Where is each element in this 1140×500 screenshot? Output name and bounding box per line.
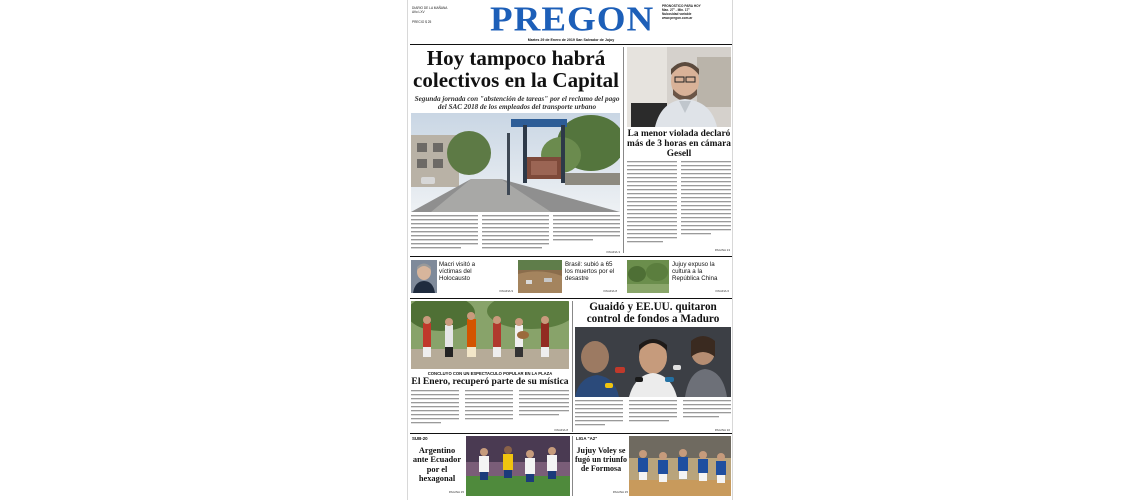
lead-body-column	[553, 214, 620, 250]
dateline: Martes 29 de Enero de 2019 San Salvador de Jujuy	[527, 38, 615, 42]
football-players-graphic	[466, 436, 570, 496]
strip-photo-macri	[411, 260, 437, 293]
newspaper-page[interactable]	[407, 0, 733, 500]
side-story-headline[interactable]: La menor violada declaró más de 3 horas en cámara Gesell	[627, 129, 731, 159]
lead-headline-line: Hoy tampoco habrá	[426, 46, 606, 70]
text-lines-graphic	[411, 214, 478, 250]
politics-headline-line: Guaidó y EE.UU. quitaron	[589, 301, 717, 313]
column-divider	[572, 301, 573, 432]
lead-body-column	[482, 214, 549, 250]
strip-photo-china	[627, 260, 669, 293]
volley-headline[interactable]: Jujuy Voley se fugó un triunfo de Formosa	[575, 446, 628, 473]
text-lines-graphic	[482, 214, 549, 250]
text-lines-graphic	[681, 160, 731, 246]
lead-headline-line: colectivos en la Capital	[413, 68, 619, 92]
right-info-line: Nubosidad variable	[662, 12, 692, 16]
politics-paging: PAGINA 10	[714, 428, 730, 432]
text-lines-graphic	[411, 389, 569, 427]
politics-body	[575, 399, 731, 427]
column-divider	[623, 47, 624, 253]
culture-headline[interactable]: El Enero, recuperó parte de su mística	[411, 376, 569, 387]
strip-title[interactable]: Jujuy expuso la cultura a la República China	[672, 261, 718, 282]
musicians-graphic	[411, 301, 569, 369]
strip-paging: PAGINA 9	[499, 289, 513, 293]
right-info-line: PRONOSTICO PARA HOY	[662, 4, 701, 8]
strip-paging: PAGINA 8	[603, 289, 617, 293]
lead-body-column	[411, 214, 478, 250]
side-body-column	[627, 160, 677, 246]
sports-tag: SUB-20	[412, 436, 428, 441]
lead-deck: Segunda jornada con "abstención de tareas" por el reclamo del pago del SAC 2018 de los empleados del transporte urbano	[414, 95, 620, 112]
section-rule	[410, 433, 732, 434]
masthead-right-info	[662, 4, 732, 20]
lead-paging: PAGINA 3	[606, 250, 620, 254]
lead-photo	[411, 113, 620, 212]
street-photo-graphic	[411, 113, 620, 212]
text-lines-graphic	[553, 214, 620, 250]
right-info-line: Max. 27° - Min. 17°	[662, 8, 690, 12]
side-story-photo	[627, 47, 731, 127]
strip-photo-brasil	[518, 260, 562, 293]
side-body-column	[681, 160, 731, 246]
strip-paging: PAGINA 6	[715, 289, 729, 293]
flood-graphic	[518, 260, 562, 293]
text-lines-graphic	[575, 399, 731, 427]
sports-headline[interactable]: Argentino ante Ecuador por el hexagonal	[412, 446, 462, 484]
newspaper-logo: PREGON	[490, 0, 655, 40]
right-info-line: www.pregon.com.ar	[662, 16, 693, 20]
section-rule	[410, 256, 732, 257]
strip-title[interactable]: Brasil: subió a 65 los muertos por el desastre	[565, 261, 615, 282]
left-info-line: PRECIO $ 25	[412, 20, 432, 24]
strip-title[interactable]: Macri visitó a víctimas del Holocausto	[439, 261, 476, 282]
left-info-line: Año LXV	[412, 10, 425, 14]
lead-headline[interactable]	[411, 47, 621, 91]
politics-headline[interactable]	[575, 301, 731, 325]
masthead-left-info	[412, 6, 472, 24]
sports-paging: PAGINA 15	[448, 490, 464, 494]
portrait-graphic	[411, 260, 437, 293]
volley-photo	[629, 436, 731, 496]
volley-paging: PAGINA 15	[612, 490, 628, 494]
text-lines-graphic	[627, 160, 677, 246]
politics-photo	[575, 327, 731, 397]
masthead-rule	[410, 44, 732, 45]
side-story-paging: PAGINA 13	[714, 248, 730, 252]
culture-body	[411, 389, 569, 427]
culture-paging: PAGINA 8	[554, 428, 568, 432]
masthead	[408, 0, 733, 42]
press-crowd-graphic	[575, 327, 731, 397]
column-divider	[572, 436, 573, 496]
culture-kicker: CONCLUYO CON UN ESPECTACULO POPULAR EN LA PLAZA	[427, 371, 553, 376]
landscape-graphic	[627, 260, 669, 293]
left-info-line: DIARIO DE LA MAÑANA	[412, 6, 448, 10]
volley-players-graphic	[629, 436, 731, 496]
volley-tag: LIGA "A2"	[576, 436, 598, 441]
politics-headline-line: control de fondos a Maduro	[586, 313, 720, 325]
football-photo	[466, 436, 570, 496]
culture-photo	[411, 301, 569, 369]
man-portrait-graphic	[627, 47, 731, 127]
teaser-strip	[411, 259, 731, 297]
section-rule	[410, 298, 732, 299]
